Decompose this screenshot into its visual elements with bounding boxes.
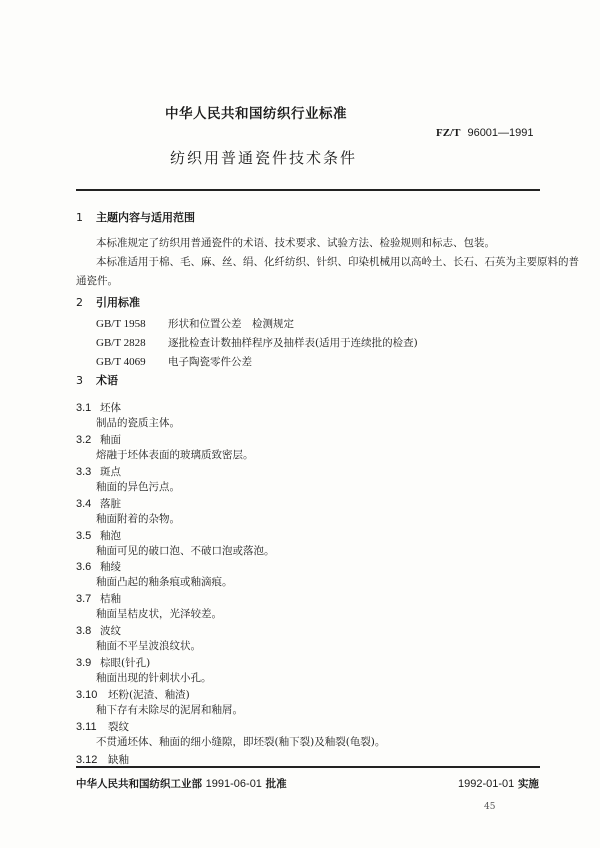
term-name: 坯粉(泥渣、釉渣) [108,689,190,701]
term-entry [76,651,546,683]
ref-code: GB/T 1958 [96,318,146,330]
term-definition: 釉面呈桔皮状，光泽较差。 [96,608,222,620]
term-number: 3.5 [76,530,92,542]
approval-org: 中华人民共和国纺织工业部 [76,778,202,790]
section-title: 主题内容与适用范围 [96,211,195,224]
effective-label: 实施 [517,778,539,790]
term-name: 釉绫 [100,561,121,573]
page-number: 45 [484,802,496,812]
term-definition: 制品的瓷质主体。 [96,417,180,429]
header-divider [76,189,540,191]
ref-title: 电子陶瓷零件公差 [168,356,252,368]
section-1-heading [76,209,195,225]
term-number: 3.12 [76,754,98,766]
term-number: 3.3 [76,466,92,478]
section-number: 2 [76,296,83,309]
section-1-para-2: 本标准适用于棉、毛、麻、丝、绢、化纤纺织、针织、印染机械用以高岭土、长石、石英为主要原料的普 [96,256,579,268]
term-definition: 熔融于坯体表面的玻璃质致密层。 [96,449,254,461]
term-name: 釉泡 [100,530,121,542]
term-name: 棕眼(针孔) [100,657,151,669]
term-entry [76,492,546,524]
term-number: 3.8 [76,625,92,637]
term-definition: 釉面出现的针刺状小孔。 [96,672,212,684]
term-definition: 釉面凸起的釉条痕或釉滴痕。 [96,576,233,588]
document-title: 纺织用普通瓷件技术条件 [170,149,358,167]
approval-line [76,776,287,791]
term-number: 3.1 [76,402,92,414]
term-entry [76,524,546,556]
term-definition: 不贯通坯体、釉面的细小缝隙，即坯裂(釉下裂)及釉裂(龟裂)。 [96,736,386,748]
term-name: 斑点 [100,466,121,478]
term-entry [76,428,546,460]
section-3-heading [76,372,118,388]
term-entry [76,555,546,587]
term-entry [76,396,546,428]
section-number: 3 [76,374,83,387]
section-1-para-1: 本标准规定了纺织用普通瓷件的术语、技术要求、试验方法、检验规则和标志、包装。 [96,237,495,249]
term-definition: 釉面附着的杂物。 [96,513,180,525]
term-entry [76,683,546,715]
reference-item [96,316,294,331]
ref-code: GB/T 2828 [96,337,146,349]
term-entry [76,587,546,619]
section-2-heading [76,294,140,310]
standard-category: 中华人民共和国纺织行业标准 [165,106,347,122]
term-entry [76,460,546,492]
ref-code: GB/T 4069 [96,356,146,368]
term-name: 坯体 [100,402,121,414]
term-number: 3.7 [76,593,92,605]
term-number: 3.10 [76,689,98,701]
reference-item [96,335,418,350]
doc-number: 96001—1991 [467,127,534,139]
ref-title: 逐批检查计数抽样程序及抽样表(适用于连续批的检查) [168,337,418,349]
approval-label: 批准 [265,778,287,790]
section-number: 1 [76,211,83,224]
doc-prefix: FZ/T [436,127,461,139]
reference-item [96,354,252,369]
effective-date: 1992-01-01 [458,778,515,790]
term-name: 釉面 [100,434,121,446]
section-1-para-2-cont: 通瓷件。 [76,275,118,287]
section-title: 引用标准 [96,296,140,309]
ref-title: 形状和位置公差 检测规定 [168,318,294,330]
term-entry [76,619,546,651]
term-number: 3.4 [76,498,92,510]
term-number: 3.2 [76,434,92,446]
term-number: 3.9 [76,657,92,669]
section-title: 术语 [96,374,118,387]
approval-date: 1991-06-01 [205,778,262,790]
term-name: 落脏 [100,498,121,510]
effective-line [458,776,539,791]
term-name: 波纹 [100,625,121,637]
footer-divider [76,766,540,768]
term-definition: 釉面的异色污点。 [96,481,180,493]
term-definition: 釉面可见的破口泡、不破口泡或落泡。 [96,545,275,557]
document-number [436,126,534,139]
term-name: 桔釉 [100,593,121,605]
term-name: 裂纹 [108,721,129,733]
term-entry [76,715,546,747]
term-number: 3.6 [76,561,92,573]
term-definition: 釉面不平呈波浪纹状。 [96,640,201,652]
term-name: 缺釉 [108,754,129,766]
term-number: 3.11 [76,721,97,733]
term-definition: 釉下存有未除尽的泥屑和釉屑。 [96,704,243,716]
